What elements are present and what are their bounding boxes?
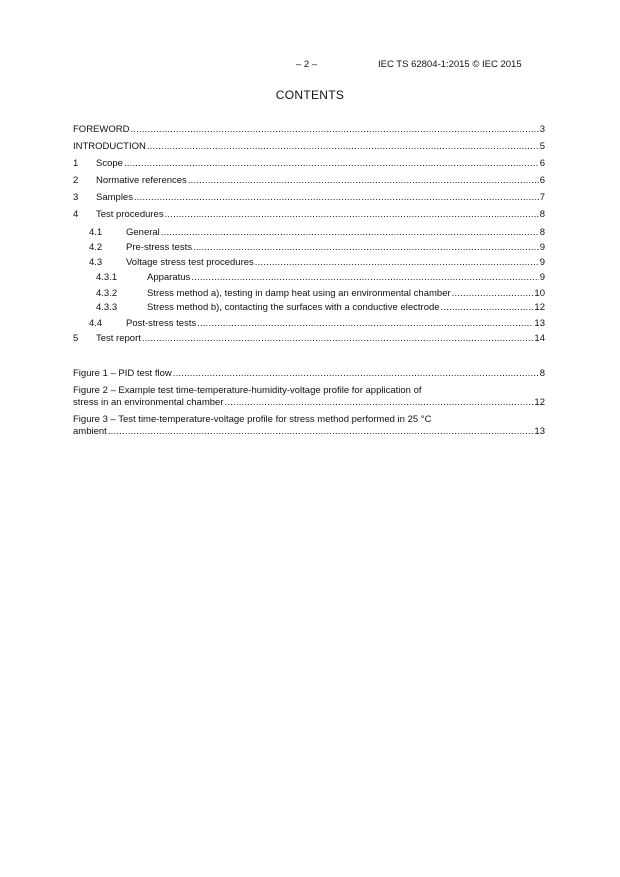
page-title: CONTENTS	[275, 88, 345, 102]
toc-entry-number: 4	[73, 209, 79, 220]
toc-entry-voltage-stress-test-procedures[interactable]	[73, 257, 545, 269]
toc-entry-text: Pre-stress tests	[126, 242, 192, 253]
toc-entry-general[interactable]	[73, 227, 545, 239]
toc-entry-page: 8	[539, 227, 545, 238]
figure-entry-1[interactable]	[73, 368, 545, 380]
toc-entry-text: Normative references	[96, 175, 187, 186]
toc-entry-text: Samples	[96, 192, 133, 203]
dot-leader	[193, 242, 539, 254]
toc-entry-number: 4.3	[89, 257, 103, 268]
figure-entry-text: Figure 3 – Test time-temperature-voltage profile for stress method performed in 25 °C	[73, 414, 432, 425]
toc-entry-page: 9	[539, 242, 545, 253]
toc-entry-page: 14	[534, 333, 545, 344]
dot-leader	[197, 318, 533, 330]
toc-entry-text: Stress method a), testing in damp heat using an environmental chamber	[147, 288, 451, 299]
toc-entry-number: 2	[73, 175, 79, 186]
toc-entry-text: Stress method b), contacting the surfaces with a conductive electrode	[147, 302, 440, 313]
figure-entry-2[interactable]	[73, 385, 545, 409]
dot-leader	[441, 302, 534, 314]
toc-entry-page: 7	[539, 192, 545, 203]
toc-entry-number: 1	[73, 158, 79, 169]
toc-entry-page: 5	[539, 141, 545, 152]
dot-leader	[108, 426, 534, 438]
toc-entry-page: 8	[539, 209, 545, 220]
toc-entry-number: 4.2	[89, 242, 103, 253]
toc-entry-apparatus[interactable]	[73, 272, 545, 284]
toc-entry-text: Apparatus	[147, 272, 191, 283]
figure-entry-text: Figure 2 – Example test time-temperature-humidity-voltage profile for application of	[73, 385, 422, 396]
dot-leader	[130, 124, 538, 136]
toc-entry-text: Test report	[96, 333, 141, 344]
toc-entry-text: INTRODUCTION	[73, 141, 146, 152]
toc-entry-page: 13	[534, 318, 545, 329]
dot-leader	[452, 288, 534, 300]
dot-leader	[165, 209, 539, 221]
figure-entry-text: Figure 1 – PID test flow	[73, 368, 172, 379]
toc-entry-samples[interactable]	[73, 192, 545, 204]
toc-entry-number: 4.3.1	[96, 272, 118, 283]
toc-entry-page: 6	[539, 175, 545, 186]
figure-entry-page: 12	[534, 397, 545, 408]
dot-leader	[134, 192, 539, 204]
dot-leader	[188, 175, 539, 187]
toc-entry-page: 10	[534, 288, 545, 299]
dot-leader	[147, 141, 539, 153]
toc-entry-number: 4.1	[89, 227, 103, 238]
page-header	[0, 59, 620, 73]
figure-entry-page: 8	[539, 368, 545, 379]
toc-entry-page: 9	[539, 257, 545, 268]
dot-leader	[225, 397, 534, 409]
page-number: – 2 –	[296, 59, 318, 70]
toc-entry-stress-method-a[interactable]	[73, 288, 545, 300]
toc-entry-text: Post-stress tests	[126, 318, 197, 329]
toc-entry-text: General	[126, 227, 160, 238]
toc-entry-text: Test procedures	[96, 209, 164, 220]
toc-entry-number: 4.4	[89, 318, 103, 329]
toc-entry-text: Voltage stress test procedures	[126, 257, 254, 268]
standard-reference: IEC TS 62804-1:2015 © IEC 2015	[378, 59, 522, 70]
dot-leader	[173, 368, 539, 380]
dot-leader	[191, 272, 538, 284]
toc-entry-number: 4.3.3	[96, 302, 118, 313]
dot-leader	[124, 158, 539, 170]
toc-entry-pre-stress-tests[interactable]	[73, 242, 545, 254]
figure-entry-page: 13	[534, 426, 545, 437]
toc-entry-number: 4.3.2	[96, 288, 118, 299]
toc-entry-text: Scope	[96, 158, 123, 169]
toc-entry-number: 3	[73, 192, 79, 203]
dot-leader	[255, 257, 539, 269]
toc-entry-page: 9	[539, 272, 545, 283]
toc-entry-test-report[interactable]	[73, 333, 545, 345]
toc-entry-scope[interactable]	[73, 158, 545, 170]
toc-entry-page: 3	[539, 124, 545, 135]
toc-entry-test-procedures[interactable]	[73, 209, 545, 221]
toc-entry-introduction[interactable]	[73, 141, 545, 153]
dot-leader	[142, 333, 534, 345]
dot-leader	[161, 227, 539, 239]
figure-entry-text-continued: ambient	[73, 426, 107, 437]
toc-entry-post-stress-tests[interactable]	[73, 318, 545, 330]
toc-entry-stress-method-b[interactable]	[73, 302, 545, 314]
toc-entry-text: FOREWORD	[73, 124, 130, 135]
toc-entry-normative-references[interactable]	[73, 175, 545, 187]
toc-entry-page: 6	[539, 158, 545, 169]
toc-entry-number: 5	[73, 333, 79, 344]
toc-entry-foreword[interactable]	[73, 124, 545, 136]
figure-entry-text-continued: stress in an environmental chamber	[73, 397, 224, 408]
toc-entry-page: 12	[534, 302, 545, 313]
figure-entry-3[interactable]	[73, 414, 545, 438]
